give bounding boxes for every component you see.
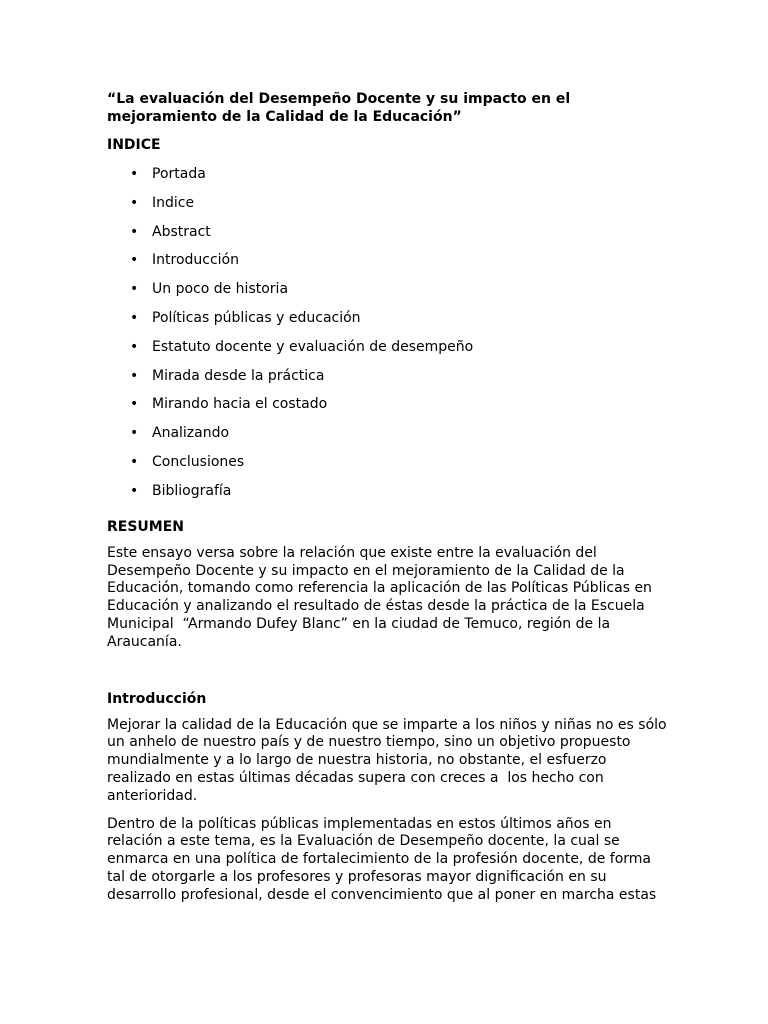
index-heading: INDICE xyxy=(107,137,161,153)
toc-item-label: Abstract xyxy=(152,223,211,240)
toc-item-label: Conclusiones xyxy=(152,453,245,470)
text-line: Educación y analizando el resultado de éstas desde la práctica de la Escuela xyxy=(107,598,645,615)
text-line: enmarca en una política de fortalecimiento de la profesión docente, de forma xyxy=(107,851,651,868)
toc-item-label: Mirada desde la práctica xyxy=(152,367,325,384)
title-line: mejoramiento de la Calidad de la Educación” xyxy=(107,109,462,125)
toc-item-bibliografia xyxy=(107,482,667,500)
bullet-icon: • xyxy=(130,309,139,326)
bullet-icon: • xyxy=(130,194,139,211)
bullet-icon: • xyxy=(130,338,139,355)
toc-item-label: Estatuto docente y evaluación de desempeño xyxy=(152,338,474,355)
toc-item-abstract xyxy=(107,223,667,241)
bullet-icon: • xyxy=(130,396,139,413)
bullet-icon: • xyxy=(130,367,139,384)
toc-item-label: Analizando xyxy=(152,425,230,442)
text-line: realizado en estas últimas décadas supera con creces a los hecho con xyxy=(107,769,604,786)
toc-item-introduccion xyxy=(107,251,667,269)
toc-item-analizando xyxy=(107,424,667,442)
text-line: anterioridad. xyxy=(107,787,198,804)
toc-item-historia xyxy=(107,280,667,298)
bullet-icon: • xyxy=(130,223,139,240)
toc-item-label: Mirando hacia el costado xyxy=(152,396,328,413)
text-line: Municipal “Armando Dufey Blanc” en la ciudad de Temuco, región de la xyxy=(107,615,611,632)
introduccion-heading: Introducción xyxy=(107,690,207,707)
bullet-icon: • xyxy=(130,425,139,442)
text-line: Educación, tomando como referencia la aplicación de las Políticas Públicas en xyxy=(107,580,652,597)
toc-item-conclusiones xyxy=(107,453,667,471)
resumen-paragraph xyxy=(107,545,667,652)
toc-item-label: Bibliografía xyxy=(152,482,232,499)
bullet-icon: • xyxy=(130,252,139,269)
toc-item-politicas xyxy=(107,309,667,327)
toc-item-mirada xyxy=(107,367,667,385)
toc-item-mirando xyxy=(107,395,667,413)
text-line: desarrollo profesional, desde el convencimiento que al poner en marcha estas xyxy=(107,886,657,903)
text-line: relación a este tema, es la Evaluación de Desempeño docente, la cual se xyxy=(107,833,620,850)
text-line: mundialmente y a lo largo de nuestra historia, no obstante, el esfuerzo xyxy=(107,752,607,769)
toc-item-label: Introducción xyxy=(152,252,239,269)
text-line: Este ensayo versa sobre la relación que existe entre la evaluación del xyxy=(107,544,597,561)
bullet-icon: • xyxy=(130,166,139,182)
bullet-icon: • xyxy=(130,482,139,499)
introduccion-paragraph-2 xyxy=(107,816,667,905)
text-line: Araucanía. xyxy=(107,633,182,650)
document-title xyxy=(107,90,667,126)
table-of-contents xyxy=(107,165,667,500)
toc-item-portada xyxy=(107,165,667,183)
text-line: un anhelo de nuestro país y de nuestro tiempo, sino un objetivo propuesto xyxy=(107,734,631,751)
toc-item-indice xyxy=(107,194,667,212)
introduccion-paragraph-1 xyxy=(107,717,667,806)
toc-item-label: Indice xyxy=(152,194,195,211)
text-line: Desempeño Docente y su impacto en el mejoramiento de la Calidad de la xyxy=(107,562,625,579)
text-line: tal de otorgarle a los profesores y profesoras mayor dignificación en su xyxy=(107,868,607,885)
bullet-icon: • xyxy=(130,453,139,470)
toc-item-label: Portada xyxy=(152,166,206,182)
bullet-icon: • xyxy=(130,281,139,298)
toc-item-label: Políticas públicas y educación xyxy=(152,309,361,326)
document-page xyxy=(107,90,667,905)
text-line: Mejorar la calidad de la Educación que se imparte a los niños y niñas no es sólo xyxy=(107,716,667,733)
toc-item-label: Un poco de historia xyxy=(152,281,289,298)
toc-item-estatuto xyxy=(107,338,667,356)
resumen-heading: RESUMEN xyxy=(107,518,185,535)
text-line: Dentro de la políticas públicas implementadas en estos últimos años en xyxy=(107,815,612,832)
title-line: “La evaluación del Desempeño Docente y su impacto en el xyxy=(107,91,571,107)
